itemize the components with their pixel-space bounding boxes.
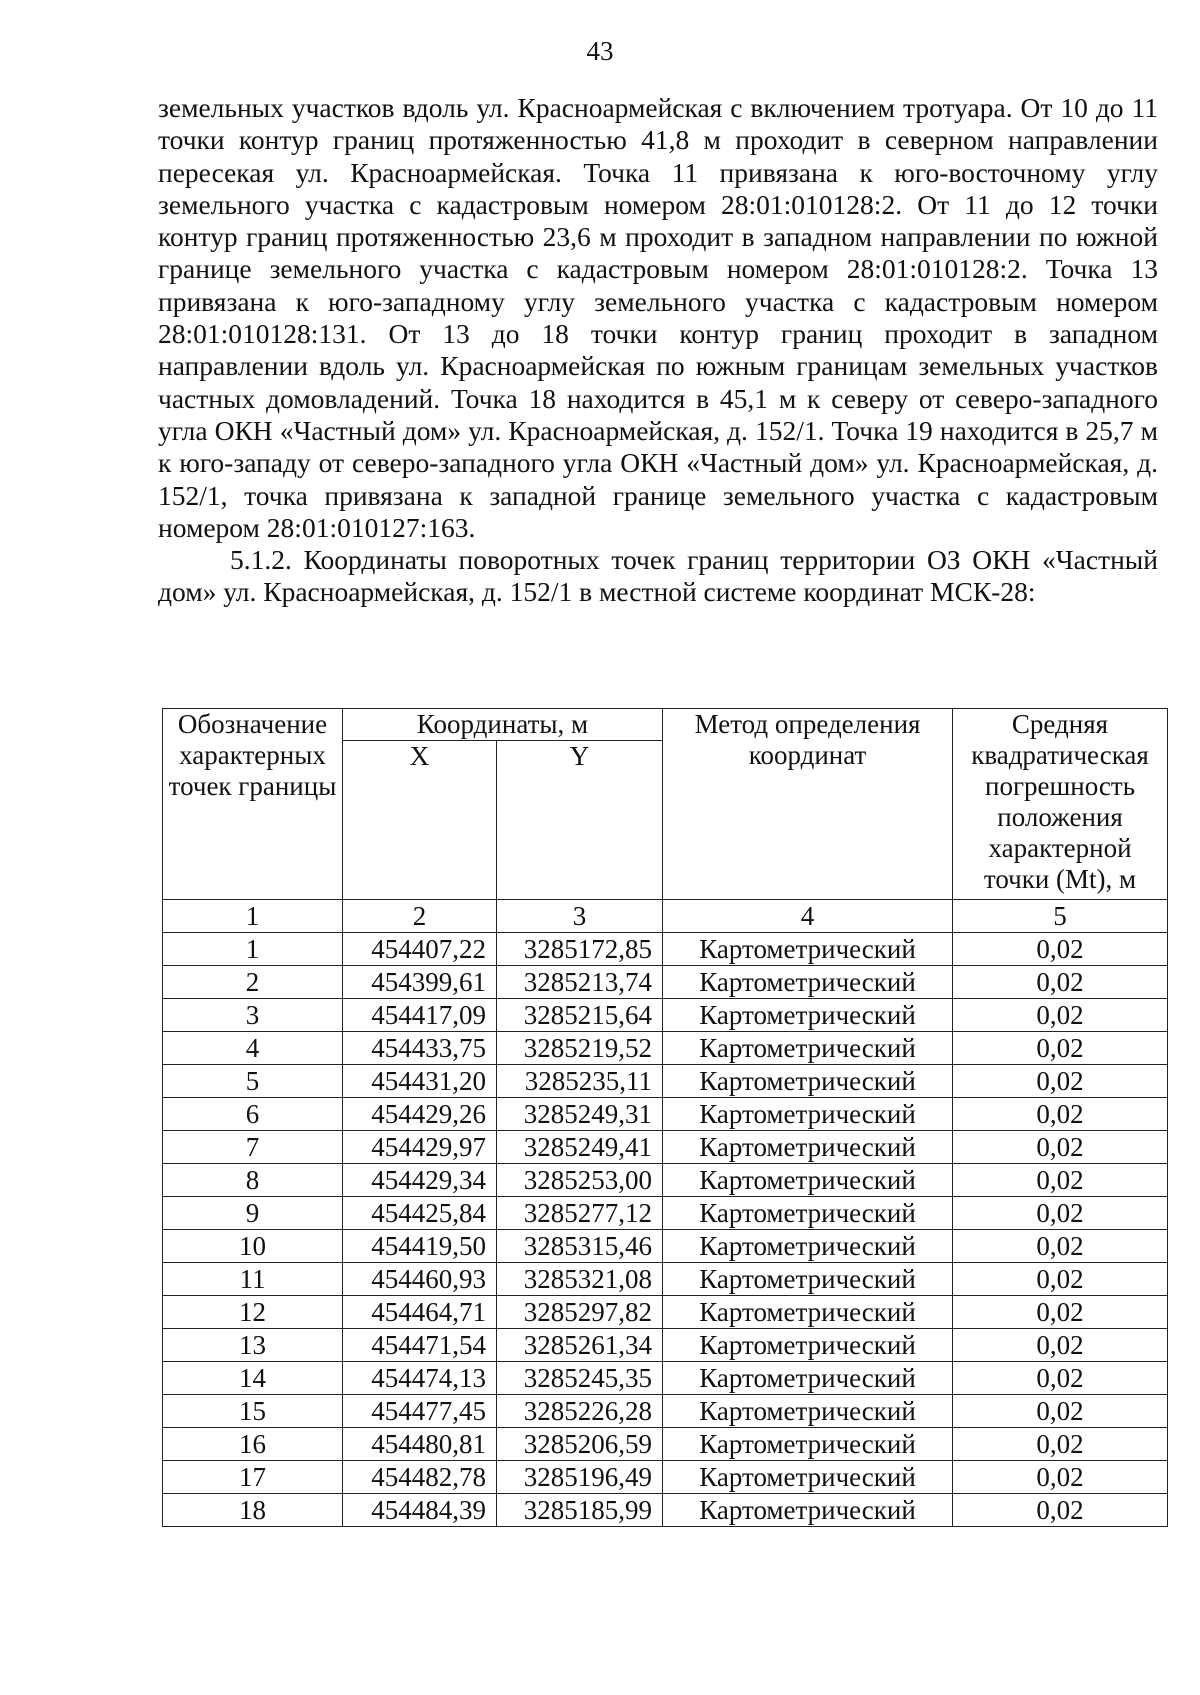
point-cell: 5 xyxy=(163,1065,343,1098)
point-cell: 8 xyxy=(163,1164,343,1197)
x-coordinate-cell: 454429,97 xyxy=(343,1131,497,1164)
error-cell: 0,02 xyxy=(953,1197,1168,1230)
error-cell: 0,02 xyxy=(953,1395,1168,1428)
body-text xyxy=(158,92,1158,609)
table-row xyxy=(163,1428,1168,1461)
point-cell: 11 xyxy=(163,1263,343,1296)
x-coordinate-cell: 454431,20 xyxy=(343,1065,497,1098)
header-error: Средняя квадратическая погрешность положения характерной точки (Mt), м xyxy=(953,709,1168,900)
x-coordinate-cell: 454474,13 xyxy=(343,1362,497,1395)
method-cell: Картометрический xyxy=(663,1494,953,1527)
table-row xyxy=(163,1197,1168,1230)
point-cell: 6 xyxy=(163,1098,343,1131)
column-number: 3 xyxy=(497,900,663,933)
y-coordinate-cell: 3285215,64 xyxy=(497,999,663,1032)
x-coordinate-cell: 454464,71 xyxy=(343,1296,497,1329)
table-row xyxy=(163,1362,1168,1395)
method-cell: Картометрический xyxy=(663,933,953,966)
x-coordinate-cell: 454480,81 xyxy=(343,1428,497,1461)
y-coordinate-cell: 3285245,35 xyxy=(497,1362,663,1395)
point-cell: 1 xyxy=(163,933,343,966)
method-cell: Картометрический xyxy=(663,1461,953,1494)
header-point-designation: Обозначение характерных точек границы xyxy=(163,709,343,900)
x-coordinate-cell: 454399,61 xyxy=(343,966,497,999)
point-cell: 16 xyxy=(163,1428,343,1461)
paragraph-section-5-1-2: 5.1.2. Координаты поворотных точек границ территории ОЗ ОКН «Частный дом» ул. Красноармейская, д. 152/1 в местной системе координат МСК-28: xyxy=(158,544,1158,608)
method-cell: Картометрический xyxy=(663,1362,953,1395)
error-cell: 0,02 xyxy=(953,966,1168,999)
point-cell: 18 xyxy=(163,1494,343,1527)
header-y: Y xyxy=(497,741,663,900)
table-row xyxy=(163,1131,1168,1164)
error-cell: 0,02 xyxy=(953,1428,1168,1461)
x-coordinate-cell: 454419,50 xyxy=(343,1230,497,1263)
header-coordinates: Координаты, м xyxy=(343,709,663,741)
table-row xyxy=(163,1263,1168,1296)
coordinates-table-header xyxy=(163,709,1168,933)
method-cell: Картометрический xyxy=(663,1230,953,1263)
error-cell: 0,02 xyxy=(953,1296,1168,1329)
paragraph-boundary-description: земельных участков вдоль ул. Красноармейская с включением тротуара. От 10 до 11 точки контур границ протяженностью 41,8 м проходит в северном направлении пересекая ул. Красноармейская. Точка 11 привязана к юго-восточному углу земельного участка с кадастровым номером 28:01:010128:2. От 11 до 12 точки контур границ протяженностью 23,6 м проходит в западном направлении по южной границе земельного участка с кадастровым номером 28:01:010128:2. Точка 13 привязана к юго-западному углу земельного участка с кадастровым номером 28:01:010128:131. От 13 до 18 точки контур границ проходит в западном направлении вдоль ул. Красноармейская по южным границам земельных участков частных домовладений. Точка 18 находится в 45,1 м к северу от северо-западного угла ОКН «Частный дом» ул. Красноармейская, д. 152/1. Точка 19 находится в 25,7 м к юго-западу от северо-западного угла ОКН «Частный дом» ул. Красноармейская, д. 152/1, точка привязана к западной границе земельного участка с кадастровым номером 28:01:010127:163. xyxy=(158,92,1158,543)
x-coordinate-cell: 454433,75 xyxy=(343,1032,497,1065)
error-cell: 0,02 xyxy=(953,1461,1168,1494)
column-number: 4 xyxy=(663,900,953,933)
error-cell: 0,02 xyxy=(953,1263,1168,1296)
x-coordinate-cell: 454460,93 xyxy=(343,1263,497,1296)
table-row xyxy=(163,1494,1168,1527)
table-row xyxy=(163,1461,1168,1494)
column-number: 5 xyxy=(953,900,1168,933)
point-cell: 14 xyxy=(163,1362,343,1395)
method-cell: Картометрический xyxy=(663,1395,953,1428)
point-cell: 10 xyxy=(163,1230,343,1263)
error-cell: 0,02 xyxy=(953,999,1168,1032)
y-coordinate-cell: 3285277,12 xyxy=(497,1197,663,1230)
x-coordinate-cell: 454484,39 xyxy=(343,1494,497,1527)
coordinates-table-body xyxy=(163,933,1168,1527)
point-cell: 15 xyxy=(163,1395,343,1428)
method-cell: Картометрический xyxy=(663,1428,953,1461)
column-number: 2 xyxy=(343,900,497,933)
x-coordinate-cell: 454477,45 xyxy=(343,1395,497,1428)
point-cell: 2 xyxy=(163,966,343,999)
column-number: 1 xyxy=(163,900,343,933)
error-cell: 0,02 xyxy=(953,1329,1168,1362)
error-cell: 0,02 xyxy=(953,1032,1168,1065)
error-cell: 0,02 xyxy=(953,933,1168,966)
error-cell: 0,02 xyxy=(953,1164,1168,1197)
error-cell: 0,02 xyxy=(953,1131,1168,1164)
y-coordinate-cell: 3285261,34 xyxy=(497,1329,663,1362)
error-cell: 0,02 xyxy=(953,1065,1168,1098)
y-coordinate-cell: 3285226,28 xyxy=(497,1395,663,1428)
method-cell: Картометрический xyxy=(663,1098,953,1131)
x-coordinate-cell: 454407,22 xyxy=(343,933,497,966)
method-cell: Картометрический xyxy=(663,999,953,1032)
method-cell: Картометрический xyxy=(663,1263,953,1296)
header-x: X xyxy=(343,741,497,900)
y-coordinate-cell: 3285185,99 xyxy=(497,1494,663,1527)
error-cell: 0,02 xyxy=(953,1098,1168,1131)
method-cell: Картометрический xyxy=(663,1131,953,1164)
coordinates-table xyxy=(162,708,1168,1527)
x-coordinate-cell: 454482,78 xyxy=(343,1461,497,1494)
point-cell: 17 xyxy=(163,1461,343,1494)
method-cell: Картометрический xyxy=(663,1296,953,1329)
table-row xyxy=(163,966,1168,999)
y-coordinate-cell: 3285172,85 xyxy=(497,933,663,966)
table-row xyxy=(163,999,1168,1032)
x-coordinate-cell: 454471,54 xyxy=(343,1329,497,1362)
table-row xyxy=(163,933,1168,966)
table-row xyxy=(163,1065,1168,1098)
table-row xyxy=(163,1230,1168,1263)
y-coordinate-cell: 3285253,00 xyxy=(497,1164,663,1197)
y-coordinate-cell: 3285249,31 xyxy=(497,1098,663,1131)
table-row xyxy=(163,1032,1168,1065)
x-coordinate-cell: 454429,34 xyxy=(343,1164,497,1197)
table-row xyxy=(163,1296,1168,1329)
y-coordinate-cell: 3285206,59 xyxy=(497,1428,663,1461)
point-cell: 13 xyxy=(163,1329,343,1362)
point-cell: 4 xyxy=(163,1032,343,1065)
point-cell: 9 xyxy=(163,1197,343,1230)
method-cell: Картометрический xyxy=(663,966,953,999)
table-row xyxy=(163,1098,1168,1131)
error-cell: 0,02 xyxy=(953,1494,1168,1527)
method-cell: Картометрический xyxy=(663,1065,953,1098)
y-coordinate-cell: 3285249,41 xyxy=(497,1131,663,1164)
column-numbers-row xyxy=(163,900,1168,933)
point-cell: 12 xyxy=(163,1296,343,1329)
point-cell: 3 xyxy=(163,999,343,1032)
y-coordinate-cell: 3285213,74 xyxy=(497,966,663,999)
y-coordinate-cell: 3285297,82 xyxy=(497,1296,663,1329)
point-cell: 7 xyxy=(163,1131,343,1164)
table-row xyxy=(163,1164,1168,1197)
method-cell: Картометрический xyxy=(663,1164,953,1197)
header-method: Метод определения координат xyxy=(663,709,953,900)
y-coordinate-cell: 3285219,52 xyxy=(497,1032,663,1065)
method-cell: Картометрический xyxy=(663,1329,953,1362)
page-number: 43 xyxy=(586,36,614,66)
y-coordinate-cell: 3285196,49 xyxy=(497,1461,663,1494)
table-row xyxy=(163,1395,1168,1428)
y-coordinate-cell: 3285321,08 xyxy=(497,1263,663,1296)
error-cell: 0,02 xyxy=(953,1362,1168,1395)
error-cell: 0,02 xyxy=(953,1230,1168,1263)
y-coordinate-cell: 3285235,11 xyxy=(497,1065,663,1098)
x-coordinate-cell: 454417,09 xyxy=(343,999,497,1032)
x-coordinate-cell: 454425,84 xyxy=(343,1197,497,1230)
method-cell: Картометрический xyxy=(663,1032,953,1065)
y-coordinate-cell: 3285315,46 xyxy=(497,1230,663,1263)
x-coordinate-cell: 454429,26 xyxy=(343,1098,497,1131)
method-cell: Картометрический xyxy=(663,1197,953,1230)
table-row xyxy=(163,1329,1168,1362)
